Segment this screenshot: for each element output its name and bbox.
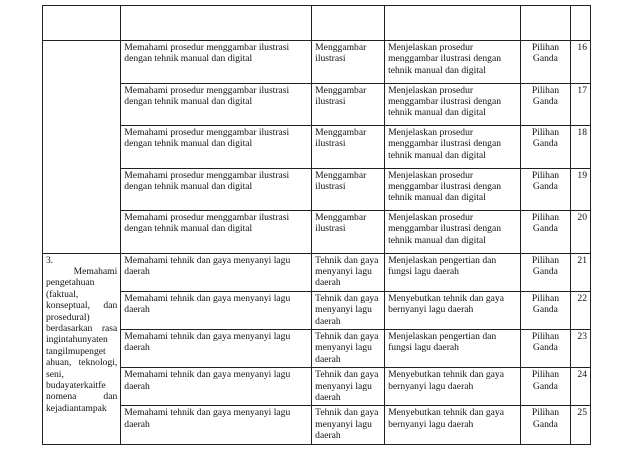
material-cell: Tehnik dan gaya menyanyi lagu daerah	[312, 291, 385, 329]
indicator-cell: Memahami tehnik dan gaya menyanyi lagu daerah	[121, 329, 312, 367]
competency-cell-empty	[43, 41, 121, 254]
indicator-cell: Memahami prosedur menggambar ilustrasi dengan tehnik manual dan digital	[121, 83, 312, 126]
number-cell: 25	[570, 406, 590, 444]
material-cell: Tehnik dan gaya menyanyi lagu daerah	[312, 329, 385, 367]
indicator-cell: Memahami prosedur menggambar ilustrasi dengan tehnik manual dan digital	[121, 41, 312, 84]
table-cell	[385, 6, 521, 41]
description-cell: Menjelaskan prosedur menggambar ilustrasi dengan tehnik manual dan digital	[385, 83, 521, 126]
table-cell	[312, 6, 385, 41]
material-cell: Tehnik dan gaya menyanyi lagu daerah	[312, 253, 385, 291]
form-cell: Pilihan Ganda	[521, 168, 570, 211]
indicator-cell: Memahami prosedur menggambar ilustrasi dengan tehnik manual dan digital	[121, 211, 312, 254]
form-cell: Pilihan Ganda	[521, 126, 570, 169]
description-cell: Menyebutkan tehnik dan gaya bernyanyi lagu daerah	[385, 291, 521, 329]
form-cell: Pilihan Ganda	[521, 291, 570, 329]
form-cell: Pilihan Ganda	[521, 211, 570, 254]
number-cell: 24	[570, 368, 590, 406]
number-cell: 16	[570, 41, 590, 84]
competency-first-word: Memahami	[73, 265, 118, 277]
table-row	[43, 253, 591, 291]
description-cell: Menjelaskan pengertian dan fungsi lagu daerah	[385, 253, 521, 291]
table-row	[43, 168, 591, 211]
description-cell: Menyebutkan tehnik dan gaya bernyanyi lagu daerah	[385, 368, 521, 406]
competency-number: 3.	[46, 254, 54, 266]
table-row	[43, 329, 591, 367]
form-cell: Pilihan Ganda	[521, 83, 570, 126]
material-cell: Menggambar ilustrasi	[312, 126, 385, 169]
description-cell: Menjelaskan prosedur menggambar ilustrasi dengan tehnik manual dan digital	[385, 126, 521, 169]
indicator-cell: Memahami tehnik dan gaya menyanyi lagu daerah	[121, 291, 312, 329]
number-cell: 23	[570, 329, 590, 367]
indicator-cell: Memahami tehnik dan gaya menyanyi lagu daerah	[121, 253, 312, 291]
table-row-blank	[43, 6, 591, 41]
table-cell	[570, 6, 590, 41]
number-cell: 19	[570, 168, 590, 211]
indicator-cell: Memahami prosedur menggambar ilustrasi dengan tehnik manual dan digital	[121, 126, 312, 169]
table-cell	[121, 6, 312, 41]
description-cell: Menjelaskan prosedur menggambar ilustrasi dengan tehnik manual dan digital	[385, 41, 521, 84]
number-cell: 18	[570, 126, 590, 169]
form-cell: Pilihan Ganda	[521, 329, 570, 367]
material-cell: Tehnik dan gaya menyanyi lagu daerah	[312, 406, 385, 444]
indicator-cell: Memahami prosedur menggambar ilustrasi dengan tehnik manual dan digital	[121, 168, 312, 211]
number-cell: 17	[570, 83, 590, 126]
competency-text: pengetahuan (faktual, konseptual, dan prosedural) berdasarkan rasa ingintahunyaten tangilmupenget ahuan, teknologi, seni, budayaterkaitfe nomena dan kejadiantampak	[46, 277, 118, 414]
form-cell: Pilihan Ganda	[521, 41, 570, 84]
form-cell: Pilihan Ganda	[521, 253, 570, 291]
indicator-cell: Memahami tehnik dan gaya menyanyi lagu daerah	[121, 368, 312, 406]
question-grid-table	[42, 5, 591, 445]
table-row	[43, 368, 591, 406]
table-row	[43, 83, 591, 126]
table-row	[43, 211, 591, 254]
table-row	[43, 41, 591, 84]
number-cell: 20	[570, 211, 590, 254]
description-cell: Menjelaskan pengertian dan fungsi lagu daerah	[385, 329, 521, 367]
competency-cell	[43, 253, 121, 444]
number-cell: 22	[570, 291, 590, 329]
number-cell: 21	[570, 253, 590, 291]
table-row	[43, 291, 591, 329]
table-row	[43, 406, 591, 444]
material-cell: Tehnik dan gaya menyanyi lagu daerah	[312, 368, 385, 406]
material-cell: Menggambar ilustrasi	[312, 168, 385, 211]
form-cell: Pilihan Ganda	[521, 406, 570, 444]
description-cell: Menjelaskan prosedur menggambar ilustrasi dengan tehnik manual dan digital	[385, 168, 521, 211]
indicator-cell: Memahami tehnik dan gaya menyanyi lagu daerah	[121, 406, 312, 444]
table-cell	[43, 6, 121, 41]
description-cell: Menyebutkan tehnik dan gaya bernyanyi lagu daerah	[385, 406, 521, 444]
table-cell	[521, 6, 570, 41]
material-cell: Menggambar ilustrasi	[312, 83, 385, 126]
description-cell: Menjelaskan prosedur menggambar ilustrasi dengan tehnik manual dan digital	[385, 211, 521, 254]
table-row	[43, 126, 591, 169]
material-cell: Menggambar ilustrasi	[312, 41, 385, 84]
material-cell: Menggambar ilustrasi	[312, 211, 385, 254]
form-cell: Pilihan Ganda	[521, 368, 570, 406]
